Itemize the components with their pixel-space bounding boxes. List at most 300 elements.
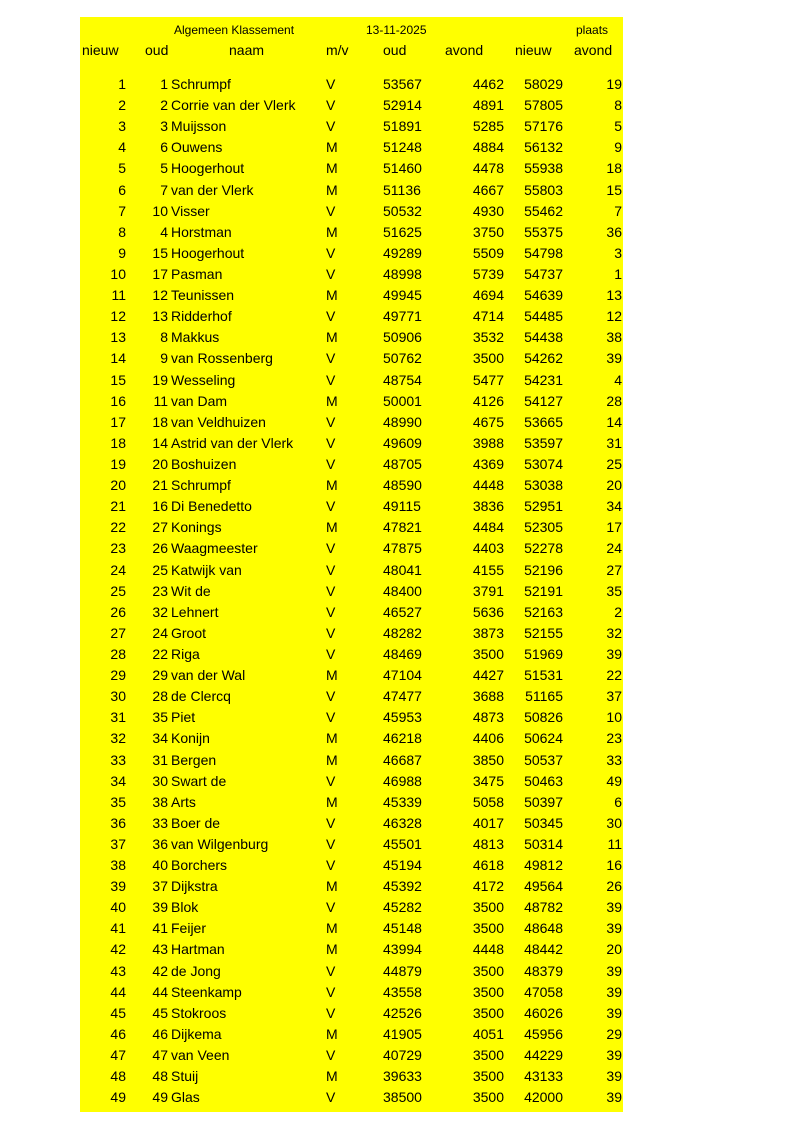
- table-row: [80, 433, 623, 454]
- player-name: Schrumpf: [171, 477, 231, 494]
- rank-old: 36: [152, 835, 168, 852]
- rank-old: 33: [152, 814, 168, 831]
- rank-new: 25: [110, 582, 126, 599]
- score-evening: 4484: [472, 519, 504, 536]
- evening-place: 37: [606, 688, 622, 705]
- table-row: [80, 306, 623, 327]
- rank-old: 48: [152, 1068, 168, 1085]
- gender: M: [326, 519, 338, 536]
- rank-old: 35: [152, 709, 168, 726]
- score-old: 46218: [383, 730, 422, 747]
- score-new: 51165: [525, 688, 563, 705]
- rank-new: 1: [118, 76, 126, 92]
- player-name: Konijn: [171, 730, 210, 747]
- gender: V: [326, 118, 336, 135]
- evening-place: 23: [606, 730, 622, 747]
- player-name: de Clercq: [171, 688, 231, 705]
- score-new: 54438: [524, 329, 563, 346]
- evening-place: 31: [606, 434, 622, 451]
- gender: V: [326, 265, 336, 282]
- score-evening: 5636: [472, 603, 504, 620]
- evening-place: 25: [606, 455, 622, 472]
- rank-new: 48: [110, 1068, 126, 1085]
- rank-old: 37: [152, 878, 168, 895]
- score-evening: 3500: [472, 350, 504, 367]
- player-name: Waagmeester: [171, 540, 258, 557]
- score-new: 52196: [524, 561, 563, 578]
- table-row: [80, 686, 623, 707]
- score-evening: 3873: [472, 624, 504, 641]
- player-name: Dijkstra: [171, 878, 218, 895]
- score-new: 43133: [524, 1068, 563, 1085]
- rank-new: 37: [110, 835, 126, 852]
- evening-place: 29: [606, 1025, 622, 1042]
- evening-place: 35: [606, 582, 622, 599]
- gender: V: [326, 772, 336, 789]
- gender: M: [326, 139, 338, 156]
- table-row: [80, 538, 623, 559]
- player-name: Hoogerhout: [171, 160, 245, 177]
- evening-place: 4: [614, 371, 622, 388]
- score-old: 48705: [383, 455, 422, 472]
- rank-old: 1: [160, 76, 168, 92]
- rank-new: 33: [110, 751, 126, 768]
- score-evening: 3750: [472, 223, 504, 240]
- score-old: 45501: [383, 835, 422, 852]
- score-old: 51248: [383, 139, 422, 156]
- table-row: [80, 222, 623, 243]
- score-old: 45194: [383, 857, 422, 874]
- score-new: 54127: [524, 392, 563, 409]
- score-old: 43994: [383, 941, 422, 958]
- rank-old: 14: [152, 434, 168, 451]
- rank-new: 22: [110, 519, 126, 536]
- score-old: 45953: [383, 709, 422, 726]
- score-old: 47821: [383, 519, 422, 536]
- player-name: de Jong: [171, 962, 221, 979]
- score-evening: 3836: [472, 498, 504, 515]
- rank-new: 6: [118, 181, 126, 198]
- table-row: [80, 74, 623, 95]
- evening-place: 3: [614, 244, 622, 261]
- rank-old: 8: [160, 329, 168, 346]
- player-name: Hoogerhout: [171, 244, 245, 261]
- rank-old: 2: [160, 97, 168, 114]
- table-row: [80, 180, 623, 201]
- score-new: 53665: [524, 413, 563, 430]
- rank-new: 21: [110, 498, 126, 515]
- table-row: [80, 939, 623, 960]
- evening-place: 19: [606, 76, 622, 92]
- score-new: 53074: [524, 455, 563, 472]
- score-evening: 3500: [472, 899, 504, 916]
- score-new: 48648: [524, 920, 563, 937]
- player-name: Hartman: [171, 941, 225, 958]
- table-row: [80, 264, 623, 285]
- player-name: Schrumpf: [171, 76, 231, 92]
- gender: V: [326, 645, 336, 662]
- rank-old: 15: [152, 244, 168, 261]
- score-evening: 4448: [472, 941, 504, 958]
- player-name: van der Vlerk: [171, 181, 254, 198]
- score-new: 50537: [524, 751, 563, 768]
- header-oud-score: oud: [383, 42, 407, 58]
- rank-old: 30: [152, 772, 168, 789]
- player-name: van Veldhuizen: [171, 413, 266, 430]
- evening-place: 39: [606, 899, 622, 916]
- score-evening: 4462: [472, 76, 504, 92]
- gender: M: [326, 223, 338, 240]
- rank-old: 20: [152, 455, 168, 472]
- score-old: 46328: [383, 814, 422, 831]
- score-old: 47477: [383, 688, 422, 705]
- score-old: 48990: [383, 413, 422, 430]
- table-row: [80, 961, 623, 982]
- score-old: 43558: [383, 983, 422, 1000]
- player-name: Arts: [171, 793, 196, 810]
- table-row: [80, 813, 623, 834]
- rank-old: 16: [152, 498, 168, 515]
- score-evening: 5285: [472, 118, 504, 135]
- rank-new: 40: [110, 899, 126, 916]
- rank-old: 21: [152, 477, 168, 494]
- rank-new: 41: [110, 920, 126, 937]
- rank-new: 14: [110, 350, 126, 367]
- gender: V: [326, 1004, 336, 1021]
- score-evening: 3500: [472, 1068, 504, 1085]
- evening-place: 15: [606, 181, 622, 198]
- table-row: [80, 834, 623, 855]
- score-new: 53038: [524, 477, 563, 494]
- rank-old: 5: [160, 160, 168, 177]
- gender: V: [326, 561, 336, 578]
- evening-place: 10: [606, 709, 622, 726]
- ranking-sheet: [80, 17, 623, 1112]
- gender: V: [326, 498, 336, 515]
- rank-old: 39: [152, 899, 168, 916]
- table-row: [80, 1003, 623, 1024]
- score-old: 50762: [383, 350, 422, 367]
- score-new: 54737: [524, 265, 563, 282]
- score-old: 40729: [383, 1047, 422, 1064]
- evening-place: 36: [606, 223, 622, 240]
- table-row: [80, 665, 623, 686]
- player-name: Pasman: [171, 265, 223, 282]
- gender: V: [326, 455, 336, 472]
- score-new: 46026: [524, 1004, 563, 1021]
- evening-place: 18: [606, 160, 622, 177]
- evening-place: 2: [614, 603, 622, 620]
- header-nieuw-score: nieuw: [515, 42, 552, 58]
- table-row: [80, 243, 623, 264]
- gender: V: [326, 371, 336, 388]
- score-old: 47104: [383, 667, 422, 684]
- score-old: 48282: [383, 624, 422, 641]
- score-evening: 4618: [472, 857, 504, 874]
- evening-place: 33: [606, 751, 622, 768]
- gender: M: [326, 730, 338, 747]
- score-evening: 4406: [472, 730, 504, 747]
- table-row: [80, 95, 623, 116]
- gender: V: [326, 244, 336, 261]
- score-old: 48469: [383, 645, 422, 662]
- rank-new: 8: [118, 223, 126, 240]
- gender: M: [326, 181, 338, 198]
- score-old: 42526: [383, 1004, 422, 1021]
- header-avond: avond: [445, 42, 484, 58]
- score-old: 48590: [383, 477, 422, 494]
- table-row: [80, 750, 623, 771]
- score-evening: 3850: [472, 751, 504, 768]
- player-name: van Dam: [171, 392, 228, 409]
- gender: M: [326, 287, 338, 304]
- table-row: [80, 1045, 623, 1066]
- evening-place: 49: [606, 772, 622, 789]
- score-new: 49564: [524, 878, 563, 895]
- rank-old: 41: [152, 920, 168, 937]
- score-old: 51625: [383, 223, 422, 240]
- rank-old: 28: [152, 688, 168, 705]
- evening-place: 13: [606, 287, 622, 304]
- player-name: Di Benedetto: [171, 498, 252, 515]
- gender: V: [326, 350, 336, 367]
- gender: V: [326, 814, 336, 831]
- evening-place: 39: [606, 1004, 622, 1021]
- player-name: Makkus: [171, 329, 220, 346]
- score-old: 51136: [383, 181, 421, 198]
- player-name: Lehnert: [171, 603, 219, 620]
- table-row: [80, 370, 623, 391]
- rank-old: 12: [152, 287, 168, 304]
- evening-place: 38: [606, 329, 622, 346]
- score-new: 48379: [524, 962, 563, 979]
- score-new: 49812: [524, 857, 563, 874]
- player-name: Horstman: [171, 223, 232, 240]
- sheet-title: Algemeen Klassement: [174, 23, 295, 37]
- table-row: [80, 918, 623, 939]
- score-old: 45339: [383, 793, 422, 810]
- score-evening: 4126: [472, 392, 504, 409]
- gender: V: [326, 983, 336, 1000]
- table-row: [80, 327, 623, 348]
- score-evening: 5739: [472, 265, 504, 282]
- evening-place: 39: [606, 350, 622, 367]
- player-name: Ridderhof: [171, 308, 232, 325]
- score-new: 55803: [524, 181, 563, 198]
- score-new: 47058: [524, 983, 563, 1000]
- score-old: 45392: [383, 878, 422, 895]
- rank-old: 26: [152, 540, 168, 557]
- score-old: 48041: [383, 561, 422, 578]
- player-name: Groot: [171, 624, 207, 641]
- player-name: Teunissen: [171, 287, 235, 304]
- score-evening: 3532: [472, 329, 504, 346]
- player-name: Wit de: [171, 582, 211, 599]
- rank-new: 17: [110, 413, 126, 430]
- gender: V: [326, 624, 336, 641]
- rank-old: 25: [152, 561, 168, 578]
- player-name: Piet: [171, 709, 196, 726]
- score-new: 50314: [524, 835, 563, 852]
- score-new: 51531: [524, 667, 563, 684]
- rank-new: 45: [110, 1004, 126, 1021]
- player-name: Stuij: [171, 1068, 199, 1085]
- rank-old: 47: [152, 1047, 168, 1064]
- score-evening: 4427: [472, 667, 504, 684]
- table-row: [80, 855, 623, 876]
- rank-new: 29: [110, 667, 126, 684]
- evening-place: 5: [614, 118, 622, 135]
- title-row: [80, 23, 623, 39]
- score-new: 52305: [524, 519, 563, 536]
- player-name: Corrie van der Vlerk: [171, 97, 296, 114]
- player-name: Bergen: [171, 751, 217, 768]
- rank-old: 13: [152, 308, 168, 325]
- rank-old: 23: [152, 582, 168, 599]
- score-new: 58029: [524, 76, 563, 92]
- table-row: [80, 707, 623, 728]
- rank-new: 42: [110, 941, 126, 958]
- gender: V: [326, 202, 336, 219]
- gender: V: [326, 688, 336, 705]
- rank-old: 32: [152, 603, 168, 620]
- gender: V: [326, 76, 336, 92]
- rank-new: 32: [110, 730, 126, 747]
- evening-place: 22: [606, 667, 622, 684]
- score-evening: 4813: [472, 835, 504, 852]
- score-new: 51969: [524, 645, 563, 662]
- score-new: 50624: [524, 730, 563, 747]
- table-row: [80, 1024, 623, 1045]
- score-evening: 3988: [472, 434, 504, 451]
- score-old: 49945: [383, 287, 422, 304]
- rank-old: 7: [160, 181, 168, 198]
- score-evening: 4675: [472, 413, 504, 430]
- rank-new: 39: [110, 878, 126, 895]
- score-old: 45148: [383, 920, 422, 937]
- evening-place: 7: [614, 202, 622, 219]
- evening-place: 39: [606, 962, 622, 979]
- header-plaats-avond: avond: [574, 42, 613, 58]
- score-new: 42000: [524, 1089, 563, 1106]
- rank-old: 9: [160, 350, 168, 367]
- gender: V: [326, 413, 336, 430]
- rank-new: 11: [111, 287, 126, 304]
- player-name: Boshuizen: [171, 455, 237, 472]
- table-row: [80, 201, 623, 222]
- gender: V: [326, 540, 336, 557]
- gender: V: [326, 1089, 336, 1106]
- player-name: Blok: [171, 899, 199, 916]
- gender: V: [326, 1047, 336, 1064]
- rank-old: 34: [152, 730, 168, 747]
- score-evening: 4478: [472, 160, 504, 177]
- evening-place: 39: [606, 1068, 622, 1085]
- score-evening: 3500: [472, 962, 504, 979]
- score-new: 52951: [524, 498, 563, 515]
- score-evening: 3688: [472, 688, 504, 705]
- evening-place: 39: [606, 1047, 622, 1064]
- table-row: [80, 982, 623, 1003]
- rank-new: 28: [110, 645, 126, 662]
- evening-place: 1: [614, 265, 622, 282]
- evening-place: 9: [614, 139, 622, 156]
- column-headers: [80, 42, 623, 62]
- rank-old: 42: [152, 962, 168, 979]
- score-evening: 4172: [472, 878, 504, 895]
- rank-old: 44: [152, 983, 168, 1000]
- score-new: 48782: [524, 899, 563, 916]
- rank-old: 31: [152, 751, 168, 768]
- gender: M: [326, 392, 338, 409]
- rank-new: 7: [118, 202, 126, 219]
- rank-old: 49: [152, 1089, 168, 1106]
- score-new: 50463: [524, 772, 563, 789]
- rank-new: 5: [118, 160, 126, 177]
- rank-new: 13: [110, 329, 126, 346]
- score-evening: 3500: [472, 920, 504, 937]
- score-old: 50906: [383, 329, 422, 346]
- rank-old: 6: [160, 139, 168, 156]
- gender: M: [326, 477, 338, 494]
- rank-old: 43: [152, 941, 168, 958]
- header-naam: naam: [229, 42, 265, 58]
- score-old: 50532: [383, 202, 422, 219]
- score-old: 51891: [383, 118, 422, 135]
- rank-old: 24: [152, 624, 168, 641]
- header-mv: m/v: [326, 42, 349, 58]
- table-row: [80, 137, 623, 158]
- score-new: 52278: [524, 540, 563, 557]
- rank-new: 38: [110, 857, 126, 874]
- table-row: [80, 285, 623, 306]
- score-evening: 4930: [472, 202, 504, 219]
- gender: M: [326, 793, 338, 810]
- player-name: Steenkamp: [171, 983, 242, 1000]
- evening-place: 34: [606, 498, 622, 515]
- player-name: van Veen: [171, 1047, 230, 1064]
- player-name: Riga: [171, 645, 200, 662]
- rank-new: 36: [110, 814, 126, 831]
- score-evening: 4694: [472, 287, 504, 304]
- player-name: van der Wal: [171, 667, 246, 684]
- rank-old: 18: [152, 413, 168, 430]
- player-name: Ouwens: [171, 139, 223, 156]
- evening-place: 11: [607, 835, 622, 852]
- table-row: [80, 1066, 623, 1087]
- score-old: 49289: [383, 244, 422, 261]
- plaats-label: plaats: [576, 23, 609, 37]
- score-evening: 4873: [472, 709, 504, 726]
- score-new: 48442: [524, 941, 563, 958]
- gender: V: [326, 308, 336, 325]
- gender: V: [326, 709, 336, 726]
- table-row: [80, 792, 623, 813]
- rank-new: 47: [110, 1047, 126, 1064]
- rank-new: 34: [110, 772, 126, 789]
- rank-new: 44: [110, 983, 126, 1000]
- table-row: [80, 897, 623, 918]
- rank-new: 30: [110, 688, 126, 705]
- score-old: 46527: [383, 603, 422, 620]
- score-new: 56132: [524, 139, 563, 156]
- gender: V: [326, 434, 336, 451]
- rank-new: 20: [110, 477, 126, 494]
- score-old: 49115: [383, 498, 421, 515]
- rank-new: 2: [118, 97, 126, 114]
- ranking-rows: [80, 74, 623, 1108]
- score-old: 46687: [383, 751, 422, 768]
